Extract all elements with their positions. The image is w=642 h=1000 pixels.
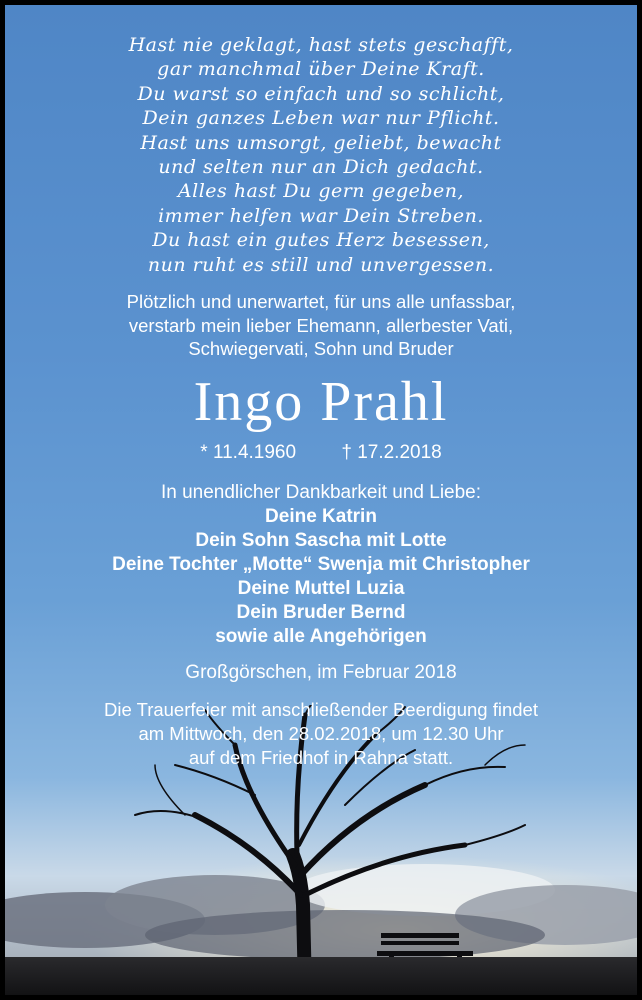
- deceased-name: Ingo Prahl: [193, 371, 449, 433]
- funeral-line: am Mittwoch, den 28.02.2018, um 12.30 Uhr: [138, 723, 504, 744]
- mourner: Deine Tochter „Motte“ Swenja mit Christopher: [112, 554, 530, 575]
- announcement-line: Schwiegervati, Sohn und Bruder: [188, 338, 454, 359]
- announcement-text: [5, 290, 637, 361]
- poem-line: nun ruht es still und unvergessen.: [147, 253, 495, 276]
- announcement-line: verstarb mein lieber Ehemann, allerbester Vati,: [128, 314, 514, 336]
- poem-line: und selten nur an Dich gedacht.: [158, 156, 484, 179]
- poem-line: Du hast ein gutes Herz besessen,: [152, 229, 490, 252]
- poem-line: Du warst so einfach und so schlicht,: [137, 82, 505, 105]
- funeral-notice: [5, 698, 637, 770]
- death-date: † 17.2.2018: [341, 442, 442, 463]
- poem-line: Dein ganzes Leben war nur Pflicht.: [142, 107, 500, 130]
- poem-line: Hast uns umsorgt, geliebt, bewacht: [140, 131, 502, 154]
- mourner: Deine Muttel Luzia: [237, 578, 405, 599]
- poem-line: gar manchmal über Deine Kraft.: [157, 58, 485, 81]
- ground: [5, 957, 637, 995]
- funeral-line: auf dem Friedhof in Rahna statt.: [188, 747, 454, 768]
- mourners-list: [5, 505, 637, 649]
- poem-line: Alles hast Du gern gegeben,: [177, 180, 465, 203]
- life-dates: [5, 441, 637, 465]
- poem: [5, 33, 637, 277]
- poem-line: Hast nie geklagt, hast stets geschafft,: [128, 34, 514, 56]
- mourner: Deine Katrin: [265, 506, 377, 527]
- mourner: sowie alle Angehörigen: [215, 626, 427, 647]
- poem-line: immer helfen war Dein Streben.: [158, 204, 484, 227]
- announcement-line: Plötzlich und unerwartet, für uns alle unfassbar,: [126, 291, 516, 312]
- birth-date: * 11.4.1960: [200, 442, 297, 463]
- mourner: Dein Bruder Bernd: [236, 602, 406, 623]
- funeral-line: Die Trauerfeier mit anschließender Beerdigung findet: [104, 699, 538, 720]
- mourner: Dein Sohn Sascha mit Lotte: [195, 530, 447, 551]
- thanks-line: In unendlicher Dankbarkeit und Liebe:: [160, 482, 482, 503]
- place-and-date: Großgörschen, im Februar 2018: [185, 662, 457, 683]
